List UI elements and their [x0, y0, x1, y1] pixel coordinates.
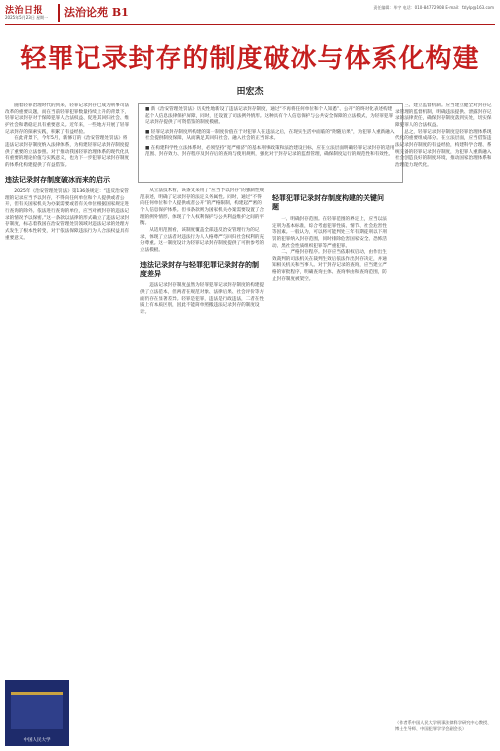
body-paragraph: 从立法技术看，该条文采用了“应当予以封存”的强制性规范表述，明确了记录封存的法定义务属性。同时，通过“不得向任何单位和个人提供或者公开”的严格限制，构建起严密的个人信息保护体系。但书条款则为国家机关办案需要设置了合理的例外情形，体现了个人权利保护与公共利益维护之间的平衡。 — [140, 188, 265, 227]
section-heading: 违法记录封存制度破冰而来的启示 — [5, 175, 110, 184]
body-paragraph: 二、严格封存程序。封存应当依职权启动，由作出生效裁判的司法机关在裁判生效后依法作出封存决定，并通知相关机关和当事人。对于封存记录的查询，应当建立严格的审批程序，明确查询主体、查询事由和查询范围，防止封存制度被架空。 — [272, 250, 387, 282]
section-heading: 轻罪犯罪记录封存制度构建的关键问题 — [272, 194, 384, 212]
body-paragraph: 2025年《治安管理处罚法》第136条规定：“违反治安管理的记录应当予以封存，不得向任何单位和个人提供或者公开，但有关国家机关为办案需要或者有关单位根据国家规定进行查询的除外。依法进行查询的单位，应当对被封存的违法记录的情况予以保密。”这一条款以法律的形式确立了违法记录封存制度，标志着我国在治安管理处罚领域对违法记录的处理方式发生了根本性转变，对于依法保障违法行为人合法权益具有重要意义。 — [5, 189, 130, 241]
article-title: 轻罪记录封存的制度破冰与体系化构建 — [20, 44, 480, 74]
university-badge — [5, 680, 69, 746]
article-column-3 — [272, 188, 390, 744]
issue-date: 2025年5月23日 星期一 — [5, 15, 49, 20]
body-paragraph: 从适用范围看，该制度覆盖全部违反治安管理行为的记录，体现了立法者对违法行为人人格尊严与回归社会权利的充分尊重。这一制度设计为轻罪记录封存制度提供了可供参考的立法模板。 — [140, 227, 265, 253]
summary-box — [138, 103, 403, 183]
page-header — [0, 0, 500, 26]
badge-label: 中国人民大学 — [23, 738, 51, 743]
summary-point: ■ 新《治安管理处罚法》历史性地新设了违法记录封存制度，通过“不再将任何单位和个人知悉”、公开“的终对化表述构建起个人信息法律保护屏障，同时，还设置了司法例外情形。这种具有个人信息保护与公共安全保障的立法模式，为轻罪犯罪记录封存提供了可资借鉴的制度模板。 — [145, 107, 394, 126]
summary-point: ■ 轻罪记录封存制度所构建的第一制度价值在于对犯罪人在违法之后，在现实生活中面临的“附随后果”，为犯罪人重新融入社会提供制度保障，从而满足其回归社会、融入社会的正当诉求。 — [145, 129, 395, 142]
building-icon — [11, 692, 63, 729]
body-paragraph: 总之，轻罪记录封存制度是轻罪治理体系现代化的重要组成部分。在立法层面，应当借鉴违法记录封存制度的有益经验，构建科学合理、系统完备的轻罪记录封存制度，为犯罪人重新融入社会创造良好的制度环境，推动国家治理体系和治理能力现代化。 — [395, 129, 492, 168]
header-rule — [5, 24, 495, 25]
body-paragraph: 在此背景下，今年5月，新修订的《治安管理处罚法》将违法记录封存制度纳入法律体系，为构建轻罪记录封存制度提供了重要的立法参照。对于推动我国轻罪治理体系的现代化具有重要的理论价值与实践意义，也为下一步犯罪记录封存制度的体系化构建提供了有益借鉴。 — [5, 136, 130, 168]
article-column-1 — [5, 103, 130, 675]
section-heading: 违法记录封存与轻罪犯罪记录封存的制度差异 — [140, 260, 259, 278]
body-paragraph: 一、明确封存范围。在轻罪范围的界定上，应当以法定刑为基本标准，综合考虑犯罪性质、情节、社会危害性等因素。一般认为，可以将可能判处三年有期徒刑以下刑罚的犯罪纳入封存范围，同时排除危害国家安全、恐怖活动、黑社会性质组织犯罪等严重犯罪。 — [272, 216, 387, 249]
header-divider — [58, 4, 60, 22]
article-column-4 — [395, 103, 495, 715]
body-paragraph: 三、建立监督机制。应当建立健全对封存记录管理的监督机制，明确违法提供、泄露封存记录的法律责任，确保封存制度落到实处，切实保障犯罪人的合法权益。 — [395, 103, 492, 128]
section-title: 法治论苑 B1 — [64, 6, 129, 19]
body-paragraph: 违法记录封存制度虽然为轻罪犯罪记录封存制度的构建提供了立法范本，但两者在规范对象、法律后果、社会评价等方面仍存在显著差异。轻罪是犯罪，违法是行政违法，二者在性质上有本质区别，因此不能简单照搬违法记录封存的制度设计。 — [140, 283, 265, 316]
author-bio: （作者系中国人民大学刑事法律科学研究中心教授、博士生导师、中国犯罪学学会副会长） — [395, 720, 492, 732]
article-author: 田宏杰 — [236, 87, 264, 97]
body-paragraph: 随着轻罪治理时代的到来，轻罪记录封存已成为刑事司法改革的重要议题，而在当前轻罪犯罪数量持续上升的背景下，轻罪记录封存对于保障犯罪人合法权益、促进其回归社会、维护社会和谐稳定具有重要意义。近年来，一些地方开展了轻罪记录封存的探索实践，积累了有益经验。 — [5, 103, 130, 135]
article-column-2 — [140, 188, 265, 744]
summary-point: ■ 在构建科学性立法体系时，必须坚持“宽严相济”的基本刑事政策和法治建设目标，应在立法层面明确轻罪记录封存的适用范围、封存效力、封存程序及封存后的查询与使用规则，强化对于封存记录的监督管理，确保制度运行的规范性和有效性。 — [145, 145, 395, 158]
newspaper-logo: 法治日报 — [5, 6, 44, 16]
editor-info: 责任编辑：毕宇 电话：010-84772908 E-mail：fzlylp@163.com — [373, 5, 494, 10]
